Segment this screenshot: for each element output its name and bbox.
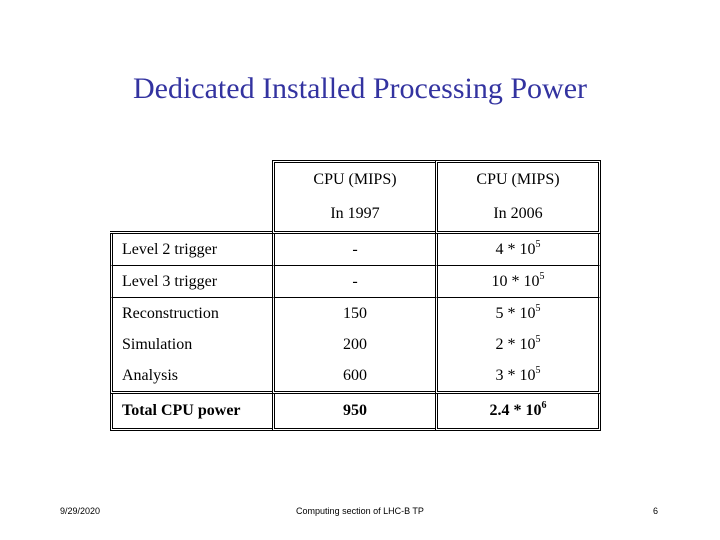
footer-center-text: Computing section of LHC-B TP xyxy=(296,506,424,516)
header-col2-line2: In 2006 xyxy=(435,197,601,234)
row-value-2006: $2 * 10^5$ xyxy=(435,329,601,360)
header-col1-line2: In 1997 xyxy=(272,197,435,234)
table-row xyxy=(110,298,601,329)
row-value-2006: $10 * 10^5$ xyxy=(435,266,601,298)
row-value-1997: - xyxy=(272,234,435,266)
row-value-2006: $4 * 10^5$ xyxy=(435,234,601,266)
table-row xyxy=(110,329,601,360)
header-col1-line1: CPU (MIPS) xyxy=(272,160,435,197)
row-value-1997: 600 xyxy=(272,360,435,394)
row-value-1997: 200 xyxy=(272,329,435,360)
row-value-1997: 150 xyxy=(272,298,435,329)
table-row xyxy=(110,266,601,298)
row-value-2006: $3 * 10^5$ xyxy=(435,360,601,394)
cpu-table-container xyxy=(110,160,601,431)
row-label: Level 3 trigger xyxy=(110,266,272,298)
header-col2-line1: CPU (MIPS) xyxy=(435,160,601,197)
footer-page-number: 6 xyxy=(652,506,658,516)
row-value-2006: $5 * 10^5$ xyxy=(435,298,601,329)
cpu-table xyxy=(110,160,601,431)
blank-corner-lower xyxy=(110,197,272,234)
row-label: Level 2 trigger xyxy=(110,234,272,266)
slide-title: Dedicated Installed Processing Power xyxy=(132,72,588,105)
total-label: Total CPU power xyxy=(110,394,272,431)
row-label: Analysis xyxy=(110,360,272,394)
row-value-1997: - xyxy=(272,266,435,298)
blank-corner xyxy=(110,160,272,197)
total-row xyxy=(110,394,601,431)
footer-date: 9/29/2020 xyxy=(60,506,101,516)
row-label: Simulation xyxy=(110,329,272,360)
total-value-1997: 950 xyxy=(272,394,435,431)
total-value-2006: $2.4 * 10^6$ xyxy=(435,394,601,431)
table-row xyxy=(110,234,601,266)
row-label: Reconstruction xyxy=(110,298,272,329)
table-row xyxy=(110,360,601,394)
